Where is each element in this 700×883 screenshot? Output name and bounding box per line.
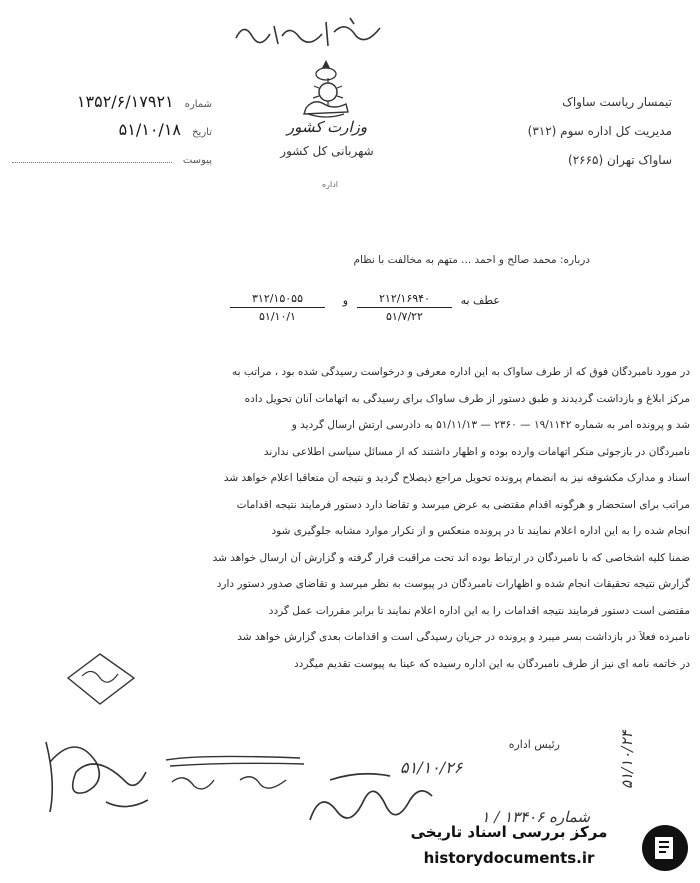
- reference-1-date: ۵۱/۷/۲۲: [386, 310, 423, 323]
- reference-conjunction: و: [342, 294, 348, 307]
- body-line: مقتضی است دستور فرمایند نتیجه اقدامات را به این اداره اعلام نمایند تا برابر مقررات عمل گردد: [268, 604, 690, 617]
- attachments-label: پیوست: [182, 155, 212, 166]
- margin-handwritten-note: ۵۱/۱۰/۲۴: [618, 730, 636, 790]
- body-line: نامبردگان در بازجوئی منکر اتهامات وارده بوده و اظهار داشتند که از مسائل سیاسی اطلاعی ندارند: [263, 445, 690, 458]
- letter-date-label: تاریخ: [192, 127, 212, 138]
- body-line: مراتب برای استحضار و هرگونه اقدام مقتضی به عرض میرسد و تقاضا دارد دستور فرمایند نتیجه اقدامات: [236, 498, 690, 511]
- reference-1-number: ۲۱۲/۱۶۹۴۰: [357, 292, 452, 308]
- archive-watermark: [394, 819, 694, 877]
- attachments-row: [22, 148, 212, 176]
- body-line: ضمناً کلیه اشخاصی که با نامبردگان در ارتباط بوده اند تحت مراقبت قرار گرفته و گزارش آن ارسال خواهد شد: [212, 551, 690, 564]
- attachments-dotted-line: [12, 156, 172, 163]
- archive-logo-icon: [640, 823, 690, 873]
- office-line: اداره: [321, 180, 339, 189]
- ministry-name: وزارت کشور: [286, 118, 368, 136]
- body-line: شد و پرونده امر به شماره ۱۹/۱۱۴۲ — ۲۳۶۰ — ۵۱/۱۱/۱۳ به دادرسی ارتش ارسال گردید و: [291, 419, 690, 431]
- reference-2-number: ۳۱۲/۱۵۰۵۵: [230, 292, 325, 308]
- recipient-line: ساواک تهران (۲۶۶۵): [568, 153, 672, 167]
- signature-underlined: [160, 750, 310, 800]
- reference-2: [230, 292, 325, 323]
- body-line: در خاتمه نامه ای نیز از طرف نامبردگان به این اداره رسیده که عیناً به پیوست تقدیم میگردد: [293, 657, 690, 670]
- recipient-block: [432, 95, 672, 182]
- watermark-url: historydocuments.ir: [423, 849, 595, 867]
- closing-line: رئیس اداره: [508, 738, 560, 751]
- body-line: گزارش نتیجه تحقیقات انجام شده و اظهارات نامبردگان در پیوست به نظر میرسد و تقاضای صدور دستور دارد: [216, 578, 690, 590]
- body-line: در مورد نامبردگان فوق که از طرف ساواک به این اداره معرفی و درخواست رسیدگی شده بود ، مراتب به: [232, 366, 690, 378]
- letter-date: ۵۱/۱۰/۱۸: [118, 120, 181, 139]
- letter-date-row: [22, 120, 212, 148]
- body-line: نامبرده فعلاً در بازداشت بسر میبرد و پرونده در جریان رسیدگی است و اقدامات بعدی گزارش خواهد شد: [237, 631, 690, 643]
- letter-body: [30, 366, 690, 684]
- reference-2-date: ۵۱/۱۰/۱: [259, 310, 296, 323]
- body-line: مرکز ابلاغ و بازداشت گردیدند و طبق دستور از طرف ساواک برای رسیدگی به اتهامات آنان تحویل داده: [244, 392, 690, 405]
- bismillah-calligraphy: [230, 14, 390, 54]
- body-line: اسناد و مدارک مکشوفه نیز به انضمام پرونده تحویل مراجع ذیصلاح گردید و نتیجه آن متعاقباً اعلام خواهد شد: [223, 472, 690, 484]
- department-name: شهربانی کل کشور: [280, 144, 374, 158]
- handwritten-registration-number: شماره ۱۳۴۰۶ / ۱: [481, 808, 590, 826]
- letter-number: ۱۳۵۲/۶/۱۷۹۲۱: [76, 92, 174, 111]
- body-line: انجام شده را به این اداره اعلام نمایند تا در پرونده منعکس و از تکرار موارد مشابه جلوگیری شود: [271, 525, 690, 537]
- signature-scribble: [36, 722, 156, 822]
- letter-metadata: [22, 92, 212, 176]
- handwritten-date: ۵۱/۱۰/۲۶: [400, 758, 463, 777]
- letter-number-label: شماره: [184, 99, 212, 110]
- reference-block: [200, 292, 500, 332]
- letter-number-row: [22, 92, 212, 120]
- recipient-line: تیمسار ریاست ساواک: [562, 95, 672, 109]
- circled-handwritten-note: [60, 648, 140, 708]
- recipient-line: مدیریت کل اداره سوم (۳۱۲): [527, 124, 672, 138]
- reference-lead: عطف به: [460, 294, 500, 307]
- reference-1: [357, 292, 452, 323]
- subject-line: درباره: محمد صالح و احمد ... متهم به مخالفت با نظام: [353, 254, 590, 266]
- watermark-title: مرکز بررسی اسناد تاریخی: [410, 823, 608, 841]
- lion-and-sun-emblem: [294, 58, 358, 120]
